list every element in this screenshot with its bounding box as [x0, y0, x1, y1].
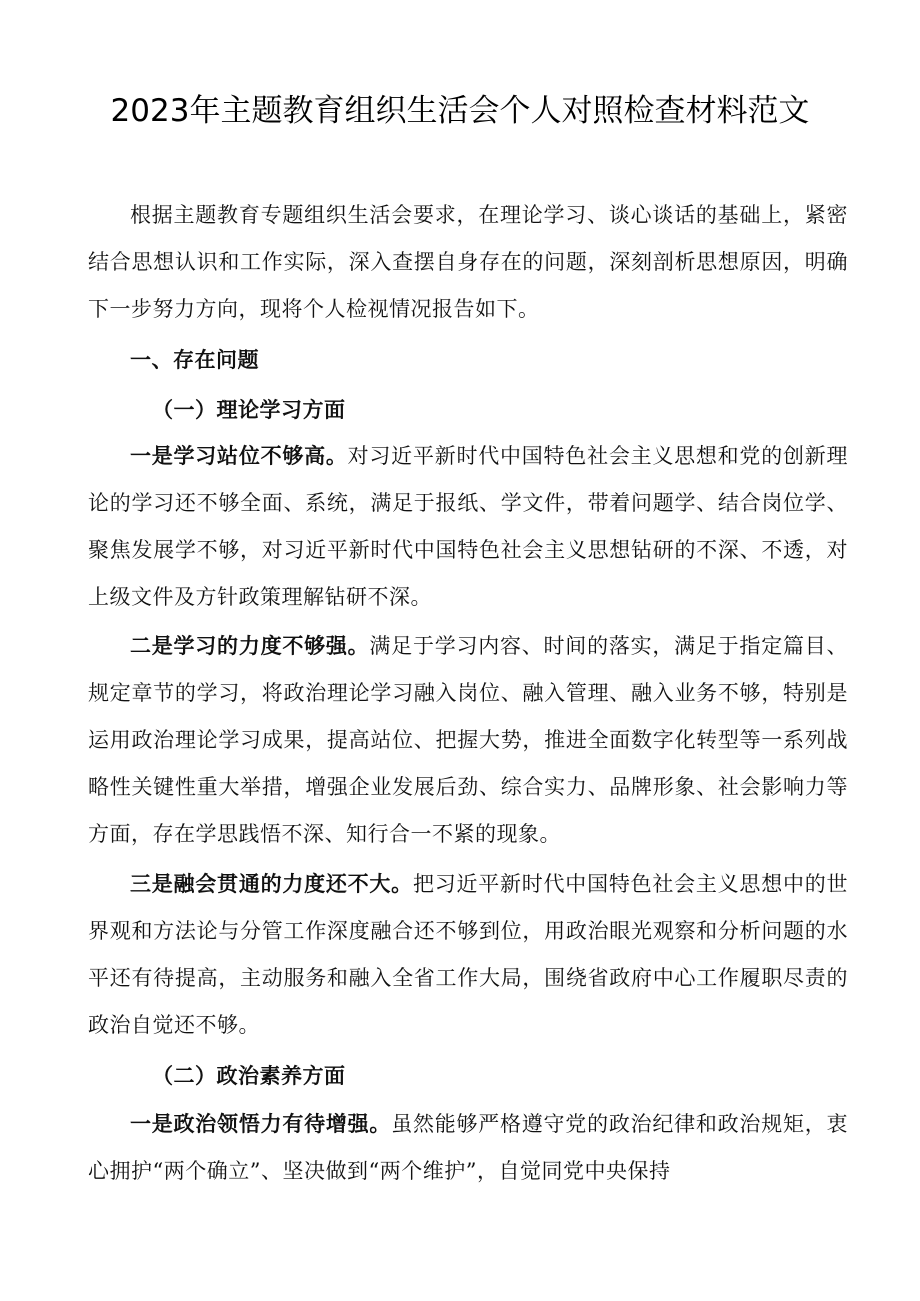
- paragraph-study-intensity: [88, 622, 848, 858]
- paragraph-body: 把习近平新时代中国特色社会主义思想中的世界观和方法论与分管工作深度融合还不够到位，用政治眼光观察和分析问题的水平还有待提高，主动服务和融入全省工作大局，围绕省政府中心工作履职尽责的政治自觉还不够。: [88, 872, 848, 1037]
- paragraph-lead: 三是融会贯通的力度还不大。: [130, 871, 413, 896]
- paragraph-lead: 二是学习的力度不够强。: [130, 633, 370, 658]
- subsection-heading-theory-study: （一）理论学习方面: [152, 397, 346, 422]
- paragraph-integration: [88, 860, 848, 1049]
- paragraph-political-comprehension: [88, 1100, 848, 1195]
- paragraph-study-stance: [88, 432, 848, 621]
- paragraph-body: 对习近平新时代中国特色社会主义思想和党的创新理论的学习还不够全面、系统，满足于报纸、学文件，带着问题学、结合岗位学、聚焦发展学不够，对习近平新时代中国特色社会主义思想钻研的不深、不透，对上级文件及方针政策理解钻研不深。: [88, 444, 848, 609]
- document-title: 2023年主题教育组织生活会个人对照检查材料范文: [110, 93, 810, 129]
- subsection-heading-political-quality: （二）政治素养方面: [152, 1063, 346, 1088]
- intro-paragraph: 根据主题教育专题组织生活会要求，在理论学习、谈心谈话的基础上，紧密结合思想认识和工作实际，深入查摆自身存在的问题，深刻剖析思想原因，明确下一步努力方向，现将个人检视情况报告如下。: [88, 203, 848, 321]
- section-heading-problems: 一、存在问题: [130, 347, 259, 372]
- paragraph-body: 虽然能够严格遵守党的政治纪律和政治规矩，衷心拥护“两个确立”、坚决做到“两个维护”，自觉同党中央保持: [88, 1112, 848, 1183]
- paragraph-body: 满足于学习内容、时间的落实，满足于指定篇目、规定章节的学习，将政治理论学习融入岗位、融入管理、融入业务不够，特别是运用政治理论学习成果，提高站位、把握大势，推进全面数字化转型等一系列战略性关键性重大举措，增强企业发展后劲、综合实力、品牌形象、社会影响力等方面，存在学思践悟不深、知行合一不紧的现象。: [88, 634, 848, 846]
- paragraph-lead: 一是政治领悟力有待增强。: [130, 1111, 392, 1136]
- paragraph-lead: 一是学习站位不够高。: [130, 443, 348, 468]
